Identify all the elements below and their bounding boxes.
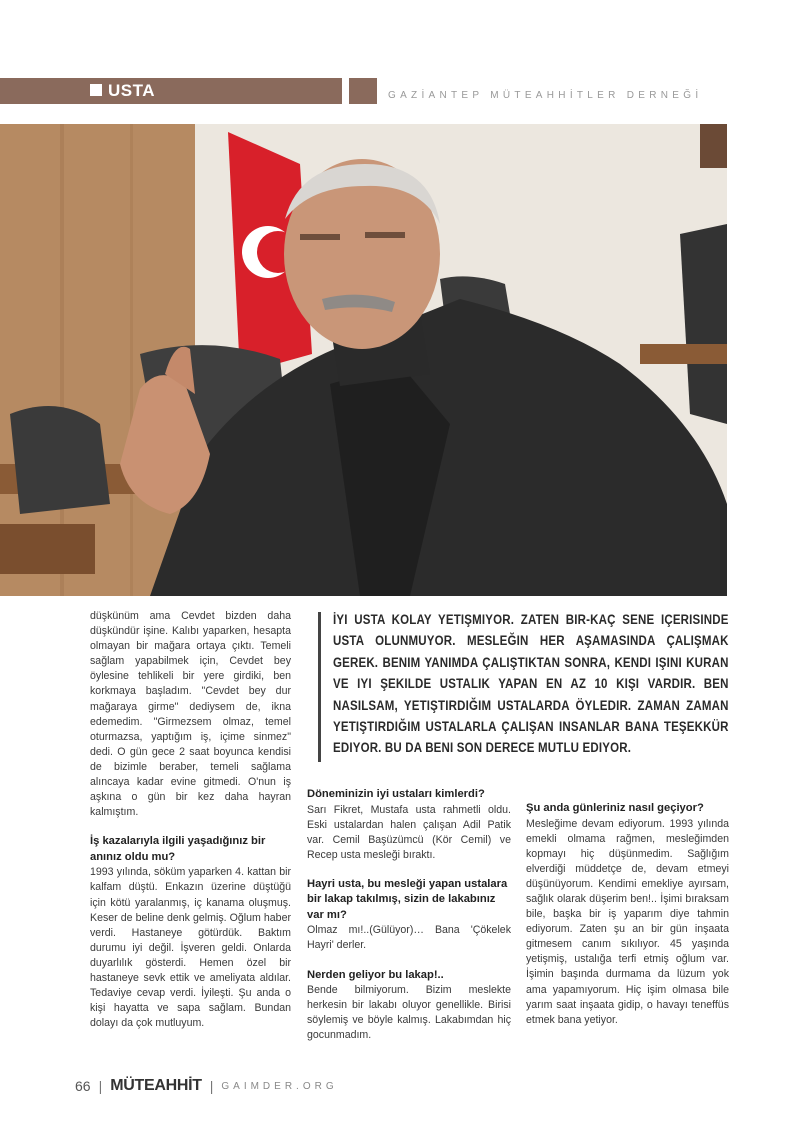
header-accent-block — [349, 78, 377, 104]
section-square-icon — [90, 84, 102, 96]
left-paragraph: düşkünüm ama Cevdet bizden daha düşkündür işine. Kalıbı yaparken, hesapta olmayan bir mağara ortaya çıktı. Temeli sağlam yapabilmek için, Cevdet bey öylesine tehlikeli bir yere girdiki, ben korkmaya başladım. "Cevdet bey dur mağaraya girme" dediysem de, ikna edemedim. "Girmezsem olmaz, temel oturmazsa, yaptığım iş, içime sinmez" dedi. O gün gece 2 saat boyunca kendisi de bizimle beraber, temeli sağlama alıncaya kadar evine gitmedi. O'nun iş aşkına o gün bir kez daha hayran kalmıştım. — [90, 610, 291, 819]
section-label: USTA — [108, 81, 156, 100]
question-heading: Hayri usta, bu mesleği yapan ustalara bir lakap takılmış, sizin de lakabınız var mı? — [307, 877, 508, 921]
page-footer — [75, 1075, 338, 1097]
portrait-photo — [0, 124, 727, 596]
organization-name: GAZİANTEP MÜTEAHHİTLER DERNEĞİ — [388, 90, 703, 101]
left-column — [90, 609, 291, 1031]
answer-paragraph: 1993 yılında, söküm yaparken 4. kattan bir kalfam düştü. Enkazın üzerine düştüğü için kötü yaralanmış, iç kanama oluşmuş. Keser de beline denk gelmiş. Oğlum haber verdi. Hastaneye götürdük. Baktım durumu iyi değil. İşveren geldi. Onlarda duyarlılık gösterdi. Hemen özel bir hastaneye sevk ettik ve ameliyata aldılar. Tedaviye cevap verdi. İyileşti. Şu anda o kişi hayatta ve sapa sağlam. Bundan dolayı da çok mutluyum. — [90, 866, 291, 1030]
pull-quote: İYI USTA KOLAY YETIŞMIYOR. ZATEN BIR-KAÇ SENE IÇERISINDE USTA OLUNMUYOR. MESLEĞIN HER AŞAMASINDA ÇALIŞMAK GEREK. BENIM YANIMDA ÇALIŞTIKTAN SONRA, KENDI IŞINI KURAN VE IYI ŞEKILDE USTALIK YAPAN EN AZ 10 KIŞI VARDIR. BEN NASILSAM, YETIŞTIRDIĞIM USTALARDA ÖYLEDIR. ZAMAN ZAMAN YETIŞTIRDIĞIM USTALARLA ÇALIŞAN INSANLAR BANA TEŞEKKÜR EDIYOR. BU DA BENI SON DERECE MUTLU EDIYOR. — [333, 612, 729, 756]
answer-paragraph: Mesleğime devam ediyorum. 1993 yılında emekli olmama rağmen, mesleğimden kopmayı hiç düşünmedim. Sağlığım elverdiği müddetçe de, devam etmeyi düşünüyorum. Kendimi emekliye ayırsam, sağlık olarak düşerim ben!.. İşimi bıraksam bile, başka bir iş yaparım diye tahmin ediyorum. Zaten şu an bir gün inşaata gitmesem canım sıkılıyor. 45 yaşında yetişmiş, ustalığa terfi etmiş oğlum var. İşimin başında durmama da lüzum yok ama yapamıyorum. Hiç işim olmasa bile yarım saat inşaata gidip, o havayı teneffüs etmek bana yetiyor. — [526, 817, 729, 1026]
answer-paragraph: Sarı Fikret, Mustafa usta rahmetli oldu. Eski ustalardan halen çalışan Adil Patik var. Cemil Başüzümcü (Kör Cemil) ve Recep usta mesleği bıraktı. — [307, 803, 511, 861]
footer-separator: | — [209, 1078, 214, 1094]
page-number: 66 — [75, 1078, 91, 1094]
website-link[interactable]: GAIMDER.ORG — [221, 1080, 338, 1092]
question-heading: Nerden geliyor bu lakap!.. — [307, 968, 444, 981]
answer-paragraph: Olmaz mı!..(Gülüyor)… Bana 'Çökelek Hayri' derler. — [307, 924, 511, 952]
question-heading: Döneminizin iyi ustaları kimlerdi? — [307, 788, 485, 800]
quote-bar — [318, 612, 321, 762]
middle-column — [307, 787, 511, 1043]
answer-paragraph: Bende bilmiyorum. Bizim meslekte herkesin bir lakabı oluyor genellikle. Birisi söylemiş ve böyle kalmış. Lakabımdan hiç gocunmadım. — [307, 984, 511, 1042]
question-heading: İş kazalarıyla ilgili yaşadığınız bir anınız oldu mu? — [90, 835, 266, 863]
portrait-illustration — [0, 124, 727, 596]
right-column — [526, 801, 729, 1028]
question-heading: Şu anda günleriniz nasıl geçiyor? — [526, 802, 704, 814]
magazine-logo: MÜTEAHHİT — [110, 1077, 202, 1094]
footer-separator: | — [98, 1078, 103, 1094]
section-header-bar — [0, 78, 342, 104]
